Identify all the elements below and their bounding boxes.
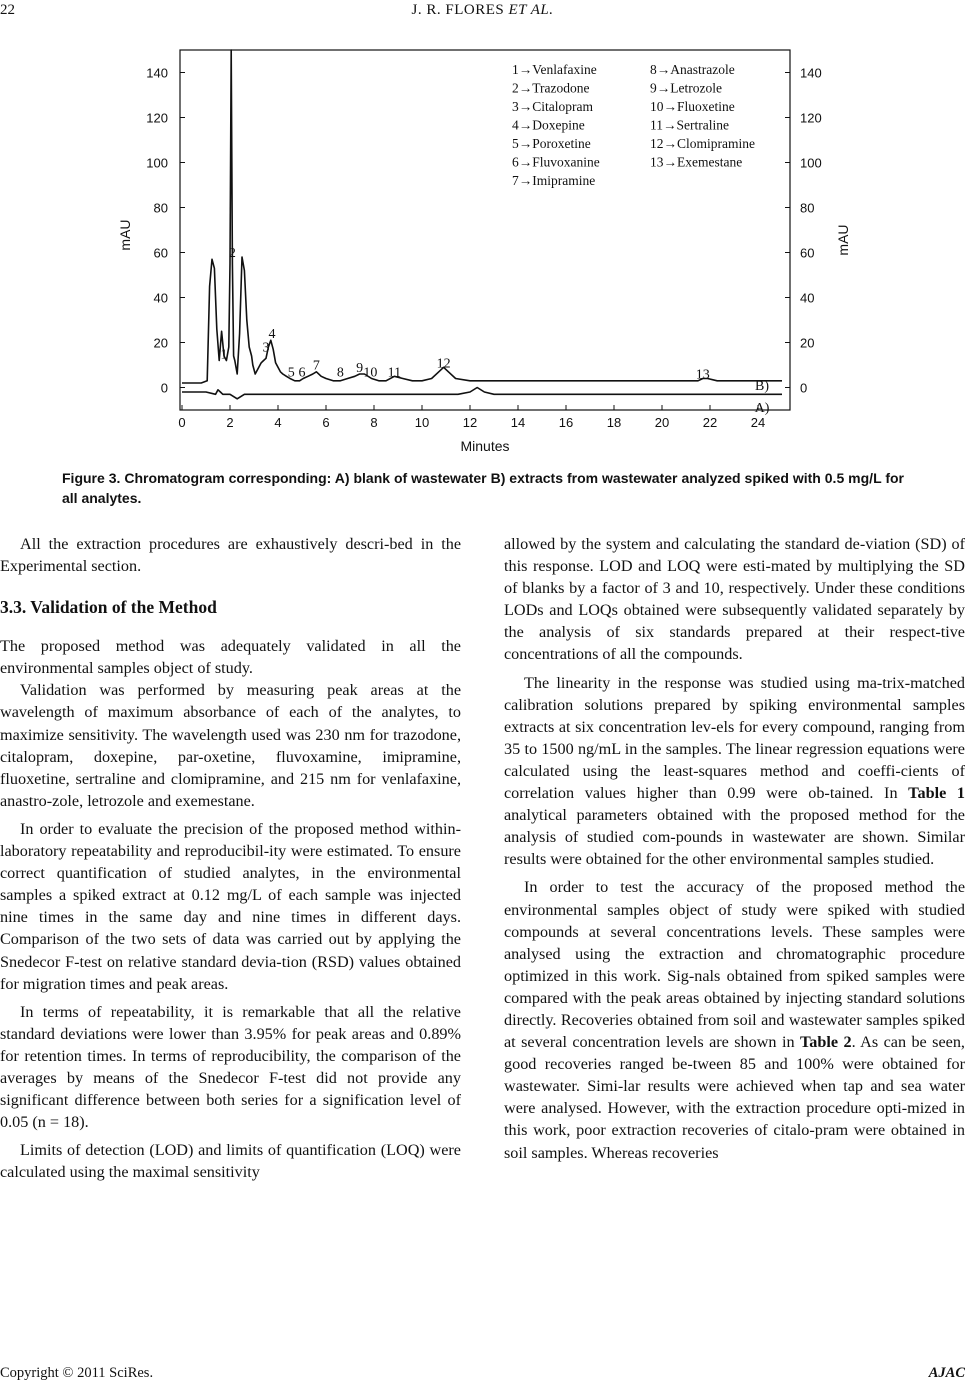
legend [512, 62, 755, 188]
peak-label: 1 [220, 347, 228, 363]
left-column [0, 533, 461, 1183]
trace-label-a: A) [754, 401, 770, 416]
y-tick-label: 80 [153, 200, 168, 216]
y-axis-label: mAU [117, 219, 133, 251]
peak-label: 12 [436, 356, 451, 372]
y2-tick-label: 60 [800, 245, 815, 261]
x-axis-label: Minutes [460, 438, 510, 454]
x-tick-label: 14 [510, 415, 526, 430]
paragraph [504, 876, 965, 1163]
legend-entry: 12→Clomipramine [650, 136, 755, 151]
y-tick-label: 20 [153, 335, 168, 351]
peak-label: 5 [287, 365, 295, 381]
peak-label: 13 [695, 367, 710, 383]
text-run: In order to test the accuracy of the proposed method the environmental samples object of study were spiked with studied compounds at several concentrations levels. These samples were analysed using the extraction and chromatographic procedure optimized in this work. Sig-nals obtained from spiked samples were compared with the peak areas obtained by injecting standard solutions directly. Recoveries obtained from soil and wastewater samples spiked at several concentration levels are shown in [504, 878, 965, 1052]
figure-chromatogram [100, 45, 860, 465]
legend-entry: 7→Imipramine [512, 173, 596, 188]
paragraph: Validation was performed by measuring peak areas at the wavelength of maximum absorbance of each of the analytes, to maximize sensitivity. The wavelength used was 230 nm for trazodone, citalopram, doxepine, par-oxetine, fluvoxamine, imipramine, fluoxetine, sertraline and clomipramine, and 215 nm for venlafaxine, anastro-zole, letrozole and exemestane. [0, 681, 461, 810]
figure-caption: Figure 3. Chromatogram corresponding: A) blank of wastewater B) extracts from wastewater analyzed spiked with 0.5 mg/L for all analytes. [62, 470, 904, 506]
y-tick-label: 120 [146, 110, 168, 126]
legend-entry: 3→Citalopram [512, 99, 593, 114]
series-line-a [182, 388, 782, 399]
paragraph: In order to evaluate the precision of the proposed method within-laboratory repeatability and reproducibil-ity were estimated. To ensure correct quantification of studied analytes, in the environmental samples a spiked extract at 0.12 mg/L of each sample was injected nine times in the same day and nine times in different days. Comparison of the two sets of data was carried out by applying the Snedecor F-test on relative standard devia-tion (RSD) values obtained for migration times and peak areas. [0, 819, 461, 993]
legend-entry: 9→Letrozole [650, 80, 722, 96]
table-reference[interactable]: Table 1 [908, 784, 965, 803]
y-tick-label: 60 [153, 245, 168, 261]
copyright: Copyright © 2011 SciRes. [0, 1365, 154, 1381]
y-tick-label: 0 [160, 380, 168, 396]
x-tick-label: 18 [606, 415, 622, 430]
trace-label-b: B) [755, 378, 769, 394]
x-tick-label: 20 [654, 415, 670, 430]
x-tick-label: 10 [414, 415, 430, 430]
paragraph: In terms of repeatability, it is remarkable that all the relative standard deviations were lower than 3.95% for peak areas and 0.89% for retention times. In terms of reproducibility, the comparison of the averages by means of the Snedecor F-test did not provide any significant difference between both series for a signification level of 0.05 (n = 18). [0, 1002, 461, 1132]
paragraph: All the extraction procedures are exhaustively descri-bed in the Experimental section. [0, 535, 461, 576]
section-heading: 3.3. Validation of the Method [0, 597, 217, 618]
journal-code: AJAC [928, 1365, 965, 1381]
y2-tick-label: 120 [800, 110, 822, 126]
y-tick-label: 140 [146, 65, 168, 81]
y2-tick-label: 40 [800, 290, 815, 306]
x-tick-label: 0 [178, 415, 186, 430]
x-tick-label: 22 [702, 415, 718, 430]
y2-tick-label: 100 [800, 155, 822, 171]
y2-tick-label: 0 [800, 380, 808, 396]
y2-tick-label: 140 [800, 65, 822, 81]
peak-labels [221, 246, 710, 383]
x-ticks [178, 405, 765, 430]
text-run: analytical parameters obtained with the proposed method for the analysis of studied com-pounds in wastewater are shown. Similar results were obtained for the other environmental samples studied. [504, 806, 965, 869]
y-tick-label: 40 [153, 290, 168, 306]
y2-tick-label: 20 [800, 335, 815, 351]
legend-entry: 8→Anastrazole [650, 62, 735, 77]
x-tick-label: 12 [462, 415, 478, 430]
y2-axis-label: mAU [835, 224, 851, 256]
x-tick-label: 16 [558, 415, 574, 430]
peak-label: 11 [387, 365, 402, 381]
running-head [0, 0, 965, 30]
text-run: The linearity in the response was studied using ma-trix-matched calibration solutions prepared by spiking environmental samples extracts at six concentration lev-els for every compound, ranging from 35 to 1500 ng/mL in the samples. The linear regression equations were calculated using the least-squares method and coeffi-cients of correlation values higher than 0.99 were ob-tained. In [504, 673, 965, 803]
legend-entry: 10→Fluoxetine [650, 99, 735, 114]
page-footer [0, 1365, 965, 1385]
x-tick-label: 2 [226, 415, 234, 430]
legend-entry: 4→Doxepine [512, 117, 585, 133]
paragraph: allowed by the system and calculating the standard de-viation (SD) of this response. LOD and LOQ were esti-mated by multiplying the SD of blanks by a factor of 3 and 10, respectively. Under these conditions LODs and LOQs obtained were subsequently validated separately by the analysis of six standards prepared at their respect-tive concentrations of all the compounds. [504, 535, 965, 664]
legend-entry: 5→Poroxetine [512, 136, 591, 151]
legend-entry: 1→Venlafaxine [512, 62, 597, 77]
authors: J. R. FLORES [411, 2, 505, 18]
peak-label: 6 [298, 365, 306, 381]
peak-label: 7 [312, 358, 320, 374]
y-tick-label: 100 [146, 155, 168, 171]
paragraph: Limits of detection (LOD) and limits of quantification (LOQ) were calculated using the maximal sensitivity [0, 1141, 461, 1182]
table-reference[interactable]: Table 2 [799, 1033, 852, 1052]
legend-entry: 6→Fluvoxanine [512, 154, 600, 170]
legend-entry: 2→Trazodone [512, 80, 590, 96]
peak-label: 10 [363, 365, 378, 381]
peak-label: 4 [268, 327, 276, 342]
et-al: ET AL. [508, 2, 554, 18]
peak-label: 2 [228, 246, 236, 261]
y2-tick-label: 80 [800, 200, 815, 216]
text-run: . As can be seen, good recoveries ranged be-tween 85 and 100% were obtained for wastewater. Simi-lar results were achieved when tap and sea water were analysed. However, with the extraction procedure opti-mized in this work, poor extraction recoveries of citalo-pram were obtained in soil samples. Whereas recoveries [504, 1033, 965, 1162]
chromatogram-chart [100, 45, 860, 465]
x-tick-label: 4 [274, 415, 282, 430]
peak-label: 3 [262, 340, 270, 356]
legend-entry: 13→Exemestane [650, 154, 743, 170]
peak-label: 9 [356, 360, 364, 376]
x-tick-label: 24 [750, 415, 766, 430]
paragraph [504, 672, 965, 871]
running-head-authors [0, 2, 965, 19]
paragraph: The proposed method was adequately validated in all the environmental samples object of study. [0, 637, 461, 678]
page-number: 22 [0, 2, 15, 18]
legend-entry: 11→Sertraline [650, 117, 729, 133]
right-column [504, 533, 965, 1164]
y-ticks [146, 66, 821, 396]
peak-label: 8 [336, 365, 344, 381]
x-tick-label: 6 [322, 415, 330, 430]
x-tick-label: 8 [370, 415, 378, 430]
